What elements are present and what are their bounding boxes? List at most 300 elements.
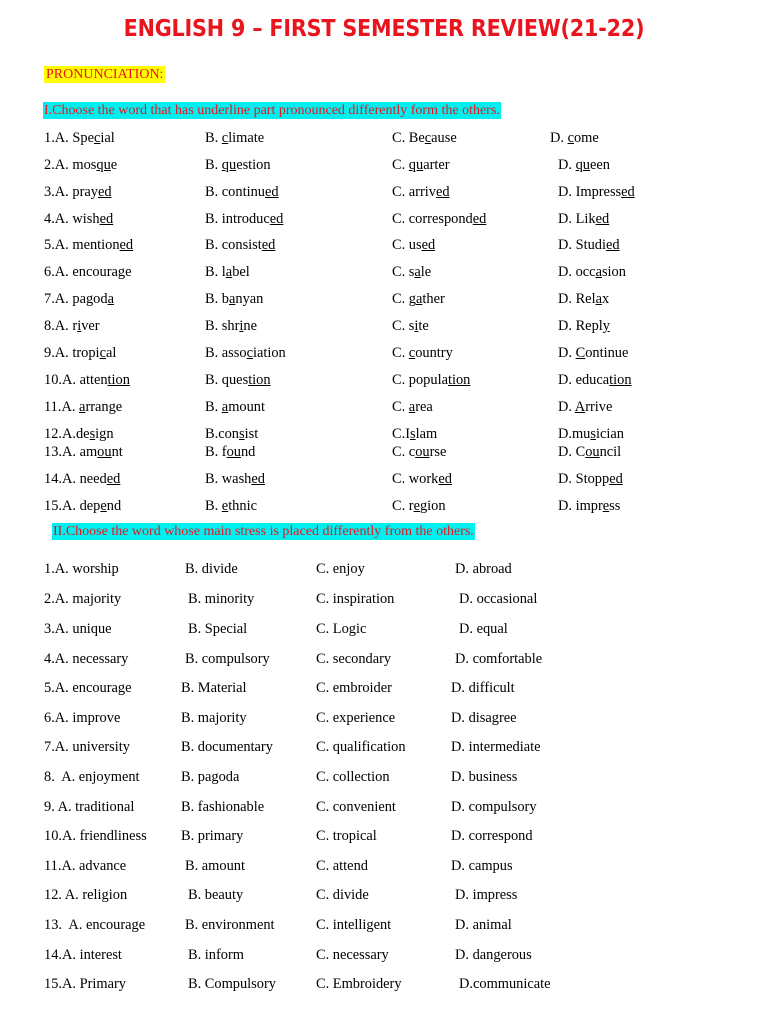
underlined-sound: s	[410, 426, 416, 442]
option-b	[205, 129, 264, 147]
option-d: D. dangerous	[455, 947, 532, 963]
word-part: C.	[392, 157, 409, 173]
underlined-sound: ed	[609, 471, 623, 487]
option-c	[392, 497, 446, 515]
question-row	[0, 620, 768, 640]
underlined-sound: ed	[605, 237, 620, 253]
option-d	[558, 443, 621, 461]
word-part: 15.A. dep	[44, 498, 101, 514]
underlined-sound: e	[221, 498, 229, 514]
underlined-sound: ed	[251, 471, 265, 487]
option-d	[558, 497, 620, 515]
option-d	[558, 290, 609, 308]
question-row	[0, 975, 768, 995]
word-part: B. ques	[205, 372, 249, 388]
word-part: D. Stopp	[558, 471, 610, 487]
option-d: D. campus	[451, 858, 513, 874]
word-part: 13.A. am	[44, 444, 98, 460]
word-part: ountry	[415, 345, 453, 361]
word-part: B. shr	[205, 318, 240, 334]
option-d: D. difficult	[451, 680, 515, 696]
option-d: D. correspond	[451, 828, 533, 844]
option-b	[205, 317, 257, 335]
question-row	[0, 183, 768, 203]
word-part: 1.A. Spe	[44, 130, 94, 146]
question-row	[0, 560, 768, 580]
option-b: B. documentary	[181, 739, 273, 755]
option-a	[44, 398, 122, 416]
word-part: ver	[81, 318, 100, 334]
word-part: C. us	[392, 237, 422, 253]
word-part: een	[589, 157, 610, 173]
option-c	[392, 290, 445, 308]
underlined-sound: A	[574, 399, 586, 415]
word-part: e	[110, 157, 118, 173]
option-a	[44, 236, 133, 254]
question-row	[0, 371, 768, 391]
question-row	[0, 768, 768, 788]
word-part: limate	[228, 130, 265, 146]
option-b	[205, 183, 279, 201]
underlined-sound: i	[239, 318, 244, 334]
option-a: 15.A. Primary	[44, 976, 126, 992]
question-row	[0, 709, 768, 729]
word-part: B. introduc	[205, 211, 270, 227]
word-part: B.	[205, 399, 222, 415]
option-a	[44, 156, 117, 174]
word-part: D. educa	[558, 372, 610, 388]
option-a	[44, 344, 116, 362]
word-part: B. f	[205, 444, 227, 460]
underlined-sound: tion	[447, 372, 471, 388]
option-c: C. Embroidery	[316, 976, 402, 992]
question-row	[0, 156, 768, 176]
underlined-sound: c	[99, 345, 106, 361]
underlined-sound: s	[590, 426, 596, 442]
word-part: B.con	[205, 426, 239, 442]
option-b: B. amount	[185, 858, 245, 874]
option-a	[44, 129, 115, 147]
word-part: rrive	[585, 399, 613, 415]
option-d: D. equal	[459, 621, 508, 637]
word-part: te	[418, 318, 429, 334]
word-part: iation	[252, 345, 286, 361]
option-c: C. secondary	[316, 651, 392, 667]
option-a: 11.A. advance	[44, 858, 127, 874]
option-d: D. abroad	[455, 561, 512, 577]
option-a: 1.A. worship	[44, 561, 119, 577]
underlined-sound: ed	[472, 211, 487, 227]
underlined-sound: ed	[264, 184, 279, 200]
underlined-sound: qu	[96, 157, 111, 173]
word-part: 7.A. pagod	[44, 291, 108, 307]
word-part: 10.A. atten	[44, 372, 108, 388]
question-row	[0, 857, 768, 877]
word-part: 5.A. mention	[44, 237, 120, 253]
option-c	[392, 156, 450, 174]
option-b	[205, 443, 255, 461]
question-row	[0, 886, 768, 906]
underlined-sound: c	[567, 130, 574, 146]
option-a: 13. A. encourage	[44, 917, 146, 933]
option-c: C. divide	[316, 887, 369, 903]
word-part: gion	[419, 498, 446, 514]
page-title: ENGLISH 9 – FIRST SEMESTER REVIEW(21-22)	[123, 16, 645, 42]
underlined-sound: s	[89, 426, 96, 442]
option-c: C. inspiration	[316, 591, 395, 607]
option-a: 14.A. interest	[44, 947, 122, 963]
option-b: B. primary	[181, 828, 244, 844]
word-part: ign	[95, 426, 114, 442]
option-b	[205, 236, 275, 254]
word-part: ontinue	[585, 345, 629, 361]
option-c: C. convenient	[316, 799, 396, 815]
underlined-sound: c	[93, 130, 101, 146]
word-part: nyan	[235, 291, 264, 307]
word-part: ome	[573, 130, 599, 146]
underlined-sound: i	[77, 318, 82, 334]
underlined-sound: qu	[408, 157, 424, 173]
underlined-sound: ed	[595, 211, 610, 227]
option-d	[558, 156, 610, 174]
word-part: 11.A.	[44, 399, 80, 415]
word-part: 14.A. need	[44, 471, 107, 487]
option-a	[44, 443, 123, 461]
option-c: C. Logic	[316, 621, 367, 637]
question-row	[0, 827, 768, 847]
option-d	[558, 317, 610, 335]
underlined-sound: ed	[621, 184, 635, 200]
word-part: C. c	[392, 444, 416, 460]
underlined-sound: a	[107, 291, 114, 307]
option-b	[205, 210, 283, 228]
option-b: B. compulsory	[185, 651, 270, 667]
word-part: ause	[431, 130, 457, 146]
word-part: B. continu	[205, 184, 265, 200]
option-c: C. intelligent	[316, 917, 392, 933]
word-part: ne	[243, 318, 257, 334]
word-part: C. Be	[392, 130, 425, 146]
option-c	[392, 443, 446, 461]
underlined-sound: e	[413, 498, 420, 514]
underlined-sound: ou	[585, 444, 600, 460]
option-c: C. experience	[316, 710, 396, 726]
option-a: 2.A. majority	[44, 591, 122, 607]
option-b	[205, 344, 286, 362]
option-d	[550, 129, 599, 147]
option-a	[44, 183, 112, 201]
option-b: B. beauty	[188, 887, 244, 903]
word-part: C. work	[392, 471, 439, 487]
underlined-sound: c	[408, 345, 416, 361]
underlined-sound: qu	[575, 157, 590, 173]
option-d	[558, 371, 632, 389]
option-a	[44, 497, 121, 515]
word-part: arter	[423, 157, 450, 173]
word-part: B.	[205, 498, 222, 514]
option-c: C. necessary	[316, 947, 389, 963]
question-row	[0, 916, 768, 936]
option-a	[44, 263, 132, 281]
underlined-sound: ed	[421, 237, 436, 253]
option-a: 8. A. enjoyment	[44, 769, 140, 785]
underlined-sound: a	[408, 399, 416, 415]
word-part: B. consist	[205, 237, 262, 253]
option-c	[392, 210, 486, 228]
word-part: D. Repl	[558, 318, 603, 334]
word-part: D.	[558, 157, 576, 173]
option-b: B. inform	[188, 947, 244, 963]
word-part: B. b	[205, 291, 229, 307]
word-part: B.	[205, 157, 222, 173]
underlined-sound: ed	[97, 184, 112, 200]
option-c: C. embroider	[316, 680, 392, 696]
underlined-sound: a	[229, 291, 236, 307]
option-a	[44, 425, 114, 443]
word-part: C. arriv	[392, 184, 436, 200]
word-part: sion	[601, 264, 626, 280]
option-a	[44, 290, 114, 308]
underlined-sound: a	[221, 399, 229, 415]
word-part: C.	[392, 345, 409, 361]
word-part: C.I	[392, 426, 410, 442]
question-row	[0, 210, 768, 230]
option-c	[392, 470, 452, 488]
option-a	[44, 470, 120, 488]
word-part: thnic	[228, 498, 257, 514]
word-part: nd	[240, 444, 256, 460]
option-a: 6.A. improve	[44, 710, 121, 726]
question-row	[0, 497, 768, 517]
underlined-sound: c	[424, 130, 432, 146]
underlined-sound: ou	[226, 444, 241, 460]
underlined-sound: i	[414, 318, 419, 334]
word-part: ician	[596, 426, 624, 442]
option-b	[205, 263, 250, 281]
option-b	[205, 425, 258, 443]
option-b: B. minority	[188, 591, 255, 607]
word-part: ss	[609, 498, 621, 514]
option-c: C. attend	[316, 858, 368, 874]
option-c	[392, 425, 437, 443]
option-b	[205, 290, 263, 308]
option-d	[558, 183, 635, 201]
underlined-sound: g	[117, 264, 126, 280]
word-part: D. Lik	[558, 211, 596, 227]
question-row	[0, 398, 768, 418]
question-row	[0, 738, 768, 758]
word-part: ncil	[599, 444, 622, 460]
word-part: D. impr	[558, 498, 603, 514]
word-part: e	[125, 264, 132, 280]
word-part: D.	[558, 345, 576, 361]
option-b	[205, 470, 265, 488]
underlined-sound: c	[246, 345, 253, 361]
question-row	[0, 946, 768, 966]
option-c	[392, 236, 435, 254]
word-part: nd	[106, 498, 122, 514]
option-d: D. business	[451, 769, 518, 785]
underlined-sound: a	[595, 264, 602, 280]
question-row	[0, 798, 768, 818]
option-d	[558, 344, 628, 362]
question-row	[0, 425, 768, 445]
option-a: 12. A. religion	[44, 887, 128, 903]
option-a	[44, 317, 100, 335]
word-part: ist	[244, 426, 259, 442]
word-part: D. occ	[558, 264, 596, 280]
option-a	[44, 371, 130, 389]
question-row	[0, 290, 768, 310]
underlined-sound: a	[79, 399, 86, 415]
option-d: D. intermediate	[451, 739, 541, 755]
underlined-sound: tion	[609, 372, 632, 388]
word-part: 12.A.de	[44, 426, 90, 442]
question-row	[0, 443, 768, 463]
option-c	[392, 317, 429, 335]
word-part: D. Impress	[558, 184, 622, 200]
word-part: C. s	[392, 318, 415, 334]
underlined-sound: a	[416, 291, 423, 307]
word-part: D.mu	[558, 426, 591, 442]
word-part: D. Studi	[558, 237, 606, 253]
underlined-sound: ed	[99, 211, 114, 227]
question-row	[0, 344, 768, 364]
question-row	[0, 470, 768, 490]
option-a: 7.A. university	[44, 739, 130, 755]
option-c	[392, 183, 450, 201]
option-d	[558, 210, 609, 228]
option-b: B. Material	[181, 680, 247, 696]
underlined-sound: a	[225, 264, 233, 280]
word-part: B. wash	[205, 471, 252, 487]
underlined-sound: ed	[435, 184, 450, 200]
option-d: D.communicate	[459, 976, 551, 992]
word-part: mount	[228, 399, 265, 415]
underlined-sound: ed	[261, 237, 276, 253]
option-c	[392, 344, 453, 362]
word-part: nt	[111, 444, 123, 460]
option-b: B. pagoda	[181, 769, 240, 785]
option-d: D. compulsory	[451, 799, 537, 815]
option-b	[205, 497, 257, 515]
word-part: 4.A. wish	[44, 211, 100, 227]
word-part: B. l	[205, 264, 226, 280]
underlined-sound: a	[414, 264, 421, 280]
option-d: D. occasional	[459, 591, 538, 607]
option-d	[558, 398, 612, 416]
option-d	[558, 263, 626, 281]
option-b: B. divide	[185, 561, 238, 577]
underlined-sound: y	[602, 318, 610, 334]
option-b: B. Special	[188, 621, 248, 637]
word-part: bel	[232, 264, 250, 280]
word-part: C. s	[392, 264, 415, 280]
option-a: 9. A. traditional	[44, 799, 135, 815]
word-part: lam	[415, 426, 438, 442]
option-c	[392, 129, 457, 147]
option-a: 3.A. unique	[44, 621, 112, 637]
underlined-sound: tion	[107, 372, 130, 388]
word-part: C. correspond	[392, 211, 473, 227]
underlined-sound: s	[238, 426, 245, 442]
word-part: estion	[236, 157, 271, 173]
option-b	[205, 398, 265, 416]
option-d: D. disagree	[451, 710, 517, 726]
option-c: C. enjoy	[316, 561, 365, 577]
option-a: 4.A. necessary	[44, 651, 129, 667]
underlined-sound: e	[602, 498, 610, 514]
underlined-sound: c	[221, 130, 229, 146]
question-row	[0, 679, 768, 699]
underlined-sound: C	[575, 345, 586, 361]
question-row	[0, 590, 768, 610]
word-part: le	[420, 264, 432, 280]
word-part: C. popula	[392, 372, 448, 388]
word-part: C. r	[392, 498, 414, 514]
question-row	[0, 650, 768, 670]
word-part: D. Rel	[558, 291, 596, 307]
word-part: ial	[100, 130, 115, 146]
underlined-sound: ed	[269, 211, 284, 227]
word-part: C. g	[392, 291, 416, 307]
underlined-sound: ed	[106, 471, 121, 487]
word-part: 3.A. pray	[44, 184, 98, 200]
word-part: al	[105, 345, 117, 361]
word-part: rse	[429, 444, 447, 460]
question-row	[0, 263, 768, 283]
option-c	[392, 371, 470, 389]
word-part: rea	[415, 399, 433, 415]
word-part: D.	[550, 130, 568, 146]
option-b	[205, 371, 271, 389]
underlined-sound: ed	[438, 471, 452, 487]
word-part: 9.A. tropi	[44, 345, 100, 361]
underlined-sound: ou	[415, 444, 430, 460]
option-d: D. impress	[455, 887, 518, 903]
word-part: 6.A. encoura	[44, 264, 118, 280]
option-b: B. majority	[181, 710, 247, 726]
option-b: B. environment	[185, 917, 275, 933]
option-d	[558, 470, 623, 488]
option-d: D. comfortable	[455, 651, 543, 667]
underlined-sound: qu	[221, 157, 237, 173]
word-part: B.	[205, 130, 222, 146]
question-row	[0, 129, 768, 149]
word-part: 2.A. mos	[44, 157, 97, 173]
word-part: D. C	[558, 444, 586, 460]
word-part: C.	[392, 399, 409, 415]
option-a: 10.A. friendliness	[44, 828, 147, 844]
option-c	[392, 263, 431, 281]
underlined-sound: ed	[119, 237, 134, 253]
option-c	[392, 398, 433, 416]
option-a	[44, 210, 113, 228]
option-d	[558, 236, 620, 254]
option-b: B. fashionable	[181, 799, 265, 815]
question-row	[0, 317, 768, 337]
option-c: C. qualification	[316, 739, 406, 755]
instruction-part-1: I.Choose the word that has underline part pronounced differently form the others.	[44, 103, 500, 118]
word-part: D.	[558, 399, 575, 415]
question-row	[0, 236, 768, 256]
underlined-sound: tion	[248, 372, 271, 388]
section-label: PRONUNCIATION:	[46, 67, 164, 82]
option-c: C. tropical	[316, 828, 377, 844]
option-d	[558, 425, 624, 443]
word-part: rrange	[85, 399, 123, 415]
underlined-sound: e	[100, 498, 107, 514]
